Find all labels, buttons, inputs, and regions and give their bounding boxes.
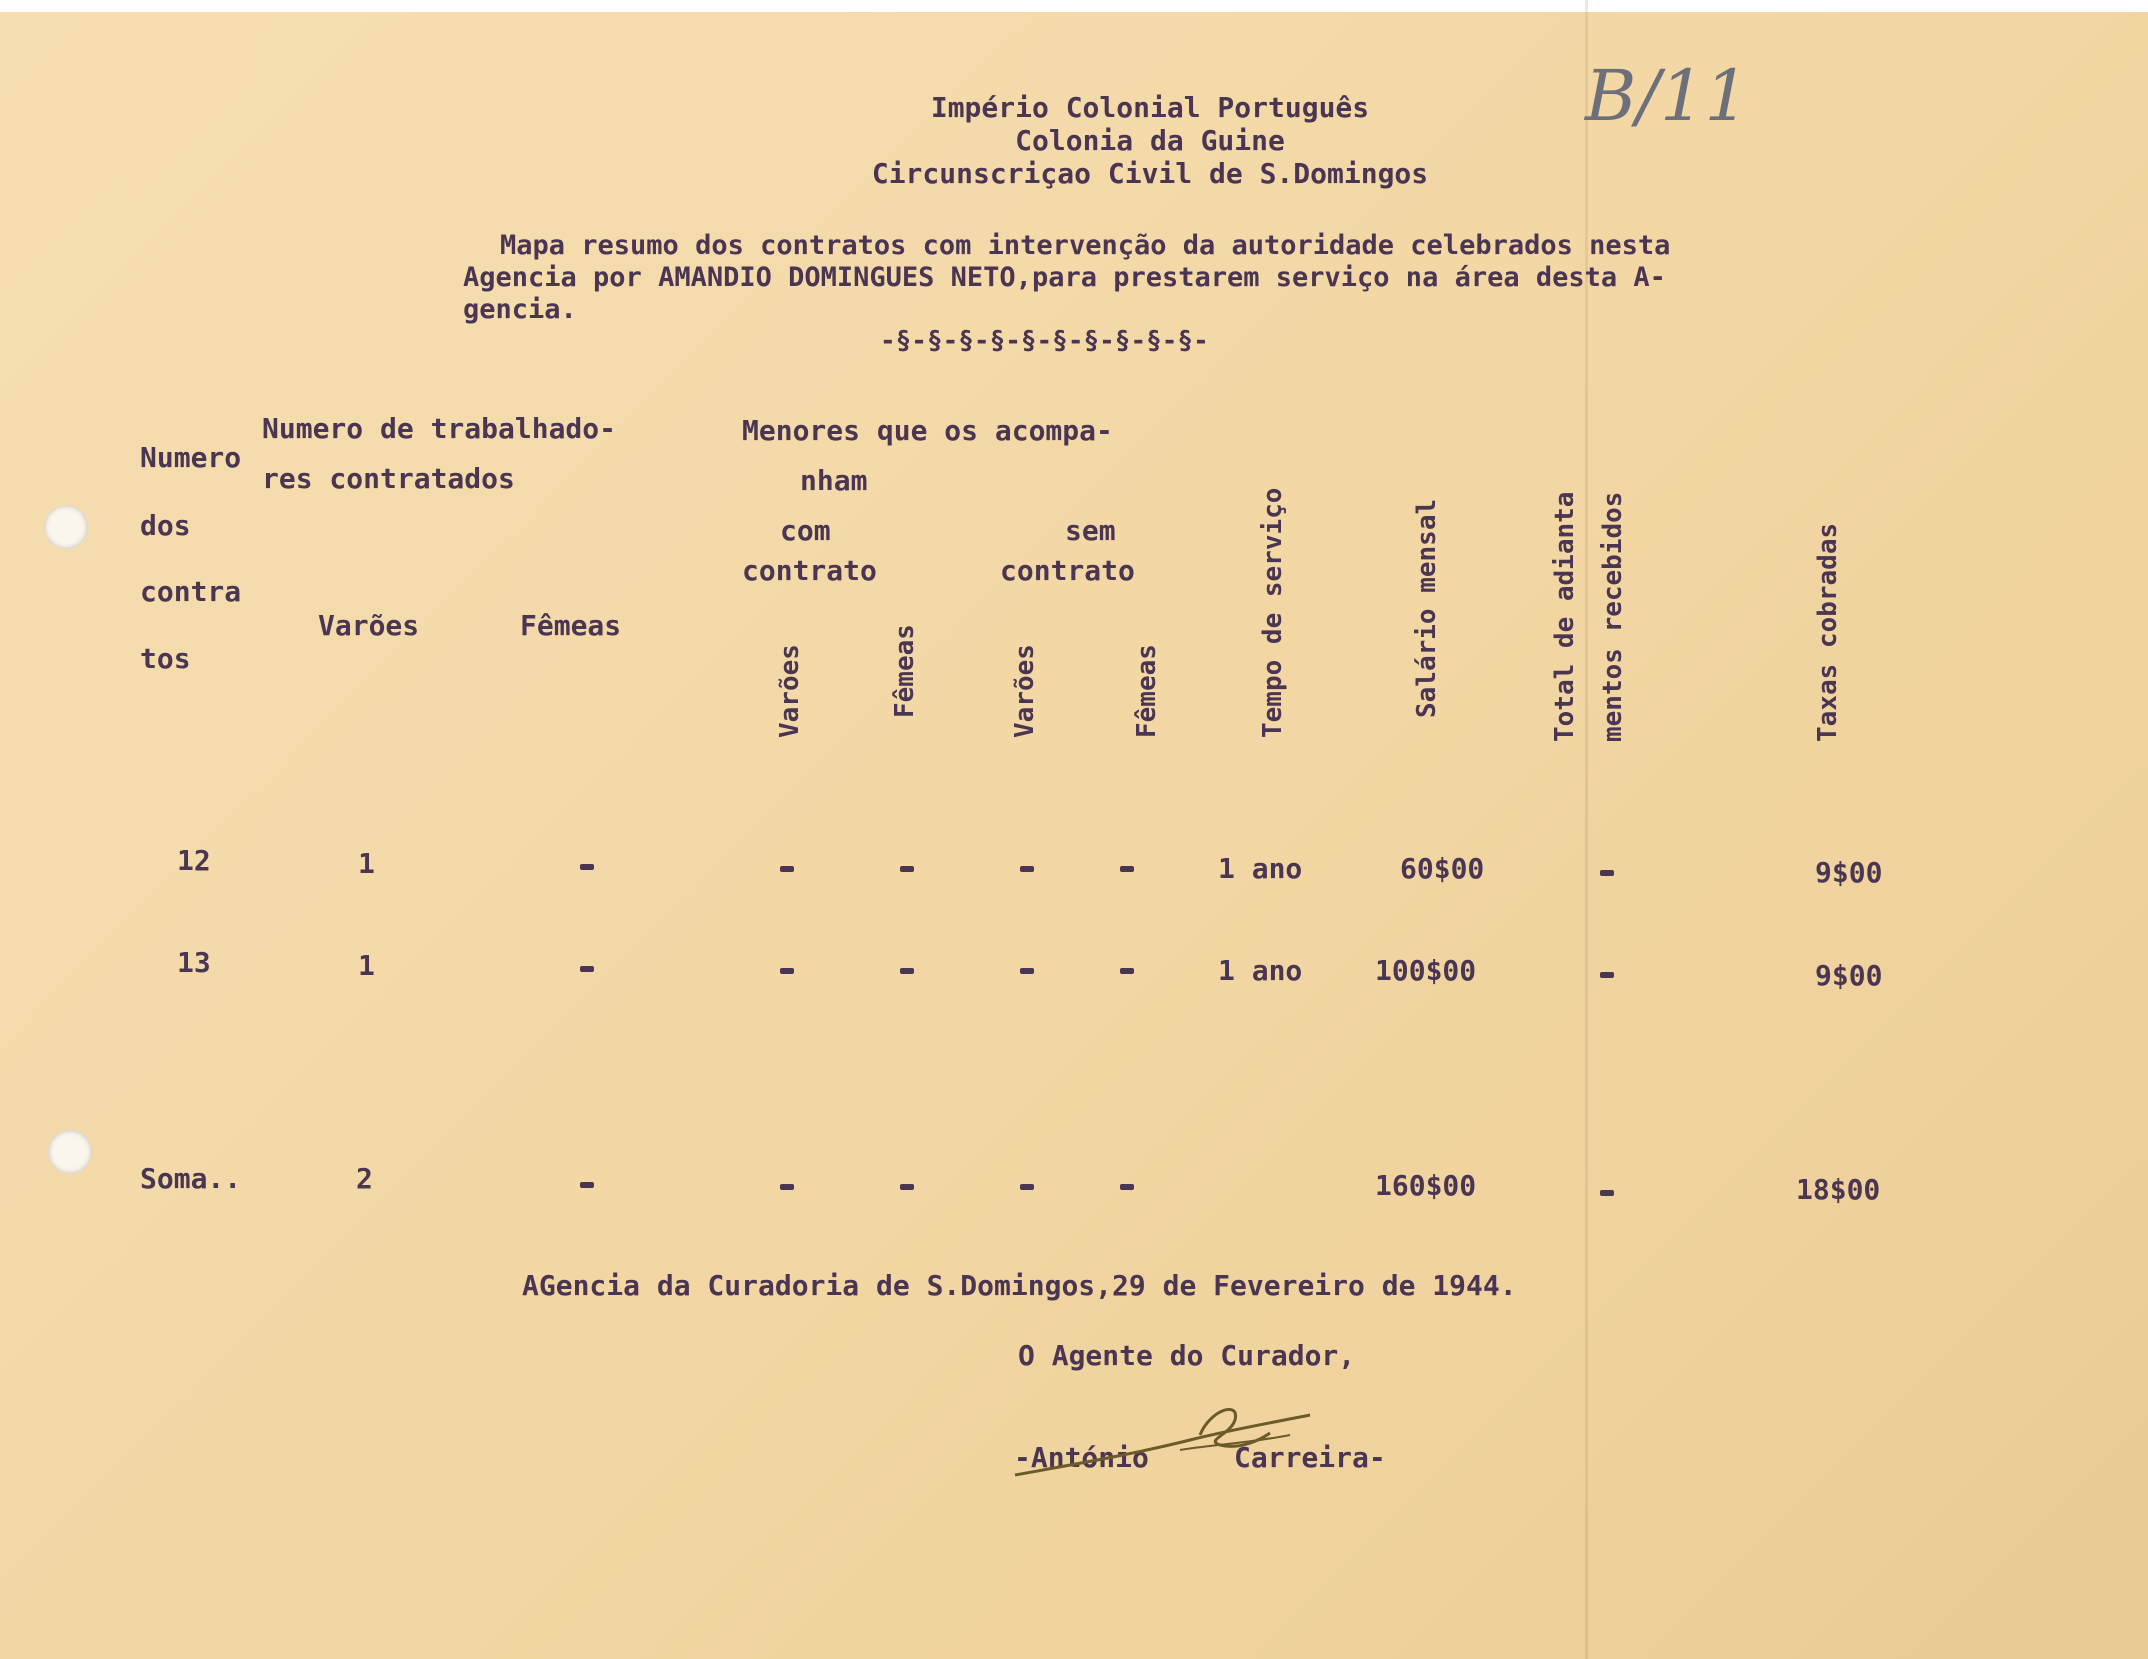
total-varoes: 2 — [356, 1162, 373, 1195]
signer-role: O Agente do Curador, — [1018, 1339, 1356, 1372]
paper-top-edge — [0, 0, 2148, 12]
cell-sem-femeas-dash — [1120, 866, 1134, 872]
col-menores-l2: nham — [800, 464, 868, 497]
cell-adiant-dash — [1600, 870, 1614, 876]
total-label: Soma.. — [140, 1162, 242, 1195]
col-sem-l1: sem — [1065, 514, 1116, 547]
col-sem-varoes: Varões — [1010, 644, 1040, 738]
total-com-femeas-dash — [900, 1184, 914, 1190]
place-date: AGencia da Curadoria de S.Domingos,29 de Fevereiro de 1944. — [522, 1269, 1517, 1302]
punch-hole-top — [44, 505, 88, 549]
cell-salario: 100$00 — [1375, 954, 1477, 987]
col-com-femeas: Fêmeas — [890, 624, 920, 718]
col-varoes: Varões — [318, 609, 420, 642]
cell-sem-varoes-dash — [1020, 866, 1034, 872]
col-numero-l2: dos — [140, 509, 191, 542]
col-femeas: Fêmeas — [520, 609, 622, 642]
cell-tempo: 1 ano — [1218, 954, 1303, 987]
handwritten-signature — [1010, 1395, 1330, 1495]
col-numero-l1: Numero — [140, 441, 242, 474]
col-sem-l2: contrato — [1000, 554, 1135, 587]
cell-salario: 60$00 — [1400, 852, 1485, 885]
total-femeas-dash — [580, 1182, 594, 1188]
cell-com-varoes-dash — [780, 866, 794, 872]
cell-com-varoes-dash — [780, 968, 794, 974]
cell-numero: 13 — [177, 946, 211, 979]
col-com-l1: com — [780, 514, 831, 547]
cell-femeas-dash — [580, 966, 594, 972]
col-numero-l3: contra — [140, 575, 242, 608]
col-adiant-l1: Total de adianta — [1550, 491, 1580, 742]
header-line-1: Império Colonial Português — [930, 91, 1370, 124]
col-tempo: Tempo de serviço — [1258, 487, 1288, 738]
intro-line-1: Mapa resumo dos contratos com intervenção da autoridade celebrados nesta — [500, 230, 1671, 261]
cell-varoes: 1 — [358, 847, 375, 880]
cell-varoes: 1 — [358, 949, 375, 982]
cell-adiant-dash — [1600, 972, 1614, 978]
col-trab-l2: res contratados — [262, 462, 515, 495]
cell-femeas-dash — [580, 864, 594, 870]
col-sem-femeas: Fêmeas — [1132, 644, 1162, 738]
cell-numero: 12 — [177, 844, 211, 877]
col-com-varoes: Varões — [775, 644, 805, 738]
header-line-2: Colonia da Guine — [1015, 124, 1285, 157]
col-menores-l1: Menores que os acompa- — [742, 414, 1113, 447]
intro-line-3: gencia. — [463, 294, 577, 325]
punch-hole-bottom — [48, 1130, 92, 1174]
cell-taxas: 9$00 — [1815, 856, 1883, 889]
cell-sem-varoes-dash — [1020, 968, 1034, 974]
signer-first-name: -António — [1014, 1441, 1149, 1474]
total-sem-femeas-dash — [1120, 1184, 1134, 1190]
col-taxas: Taxas cobradas — [1813, 522, 1843, 742]
archive-mark: B/11 — [1585, 55, 1750, 137]
header-line-3: Circunscriçao Civil de S.Domingos — [871, 157, 1429, 190]
col-salario: Salário mensal — [1412, 498, 1442, 718]
cell-com-femeas-dash — [900, 968, 914, 974]
signer-last-name: Carreira- — [1234, 1441, 1386, 1474]
cell-taxas: 9$00 — [1815, 959, 1883, 992]
separator-line: -§-§-§-§-§-§-§-§-§-§- — [880, 326, 1209, 356]
total-com-varoes-dash — [780, 1184, 794, 1190]
col-com-l2: contrato — [742, 554, 877, 587]
cell-com-femeas-dash — [900, 866, 914, 872]
total-taxas: 18$00 — [1796, 1173, 1881, 1206]
total-adiant-dash — [1600, 1190, 1614, 1196]
col-numero-l4: tos — [140, 642, 191, 675]
col-trab-l1: Numero de trabalhado- — [262, 412, 617, 445]
col-adiant-l2: mentos recebidos — [1598, 491, 1628, 742]
total-sem-varoes-dash — [1020, 1184, 1034, 1190]
cell-tempo: 1 ano — [1218, 852, 1303, 885]
cell-sem-femeas-dash — [1120, 968, 1134, 974]
total-salario: 160$00 — [1375, 1169, 1477, 1202]
intro-line-2: Agencia por AMANDIO DOMINGUES NETO,para prestarem serviço na área desta A- — [463, 262, 1666, 293]
